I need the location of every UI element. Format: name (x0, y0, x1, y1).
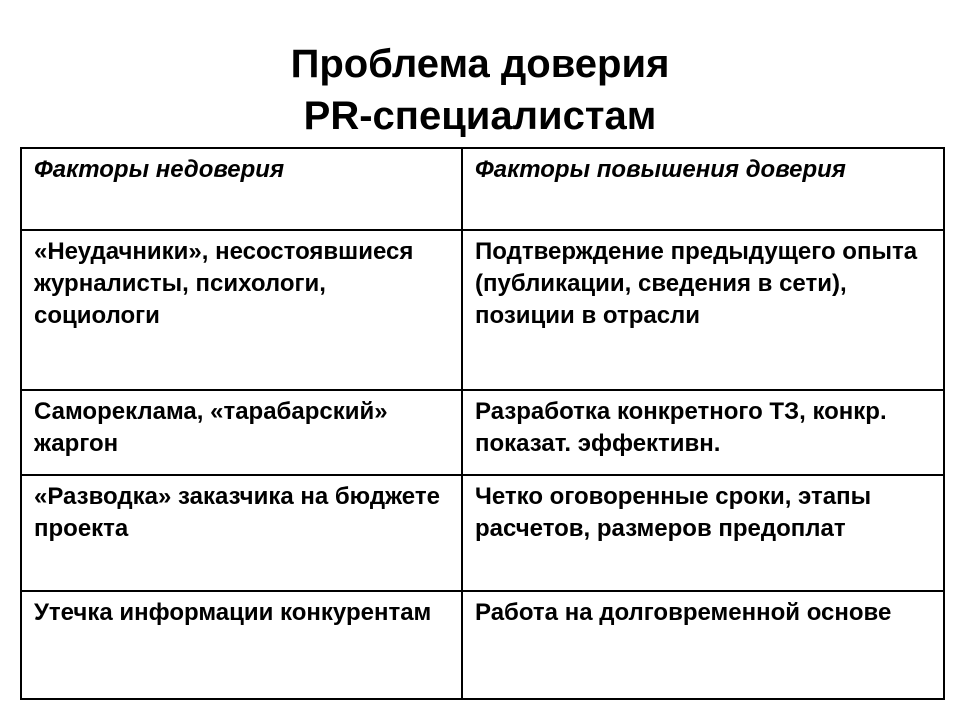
table-row (21, 591, 944, 699)
table-cell: «Неудачники», несостоявшиеся журналисты, психологи, социологи (21, 230, 462, 390)
slide-title-line-2: PR-специалистам (303, 94, 657, 138)
table-row (21, 230, 944, 390)
header-cell-trust-factors: Факторы повышения доверия (462, 148, 944, 230)
table-cell: Самореклама, «тарабарский» жаргон (21, 390, 462, 475)
table-cell: Четко оговоренные сроки, этапы расчетов, размеров предоплат (462, 475, 944, 591)
table-header-row (21, 148, 944, 230)
header-cell-distrust-factors: Факторы недоверия (21, 148, 462, 230)
comparison-table (20, 147, 945, 700)
slide-title (0, 38, 960, 142)
table-cell: Утечка информации конкурентам (21, 591, 462, 699)
table-cell: Разработка конкретного ТЗ, конкр. показат. эффективн. (462, 390, 944, 475)
table-cell: Подтверждение предыдущего опыта (публикации, сведения в сети), позиции в отрасли (462, 230, 944, 390)
slide-title-line-1: Проблема доверия (290, 42, 670, 86)
table-row (21, 475, 944, 591)
table-row (21, 390, 944, 475)
table-cell: «Разводка» заказчика на бюджете проекта (21, 475, 462, 591)
table-cell: Работа на долговременной основе (462, 591, 944, 699)
